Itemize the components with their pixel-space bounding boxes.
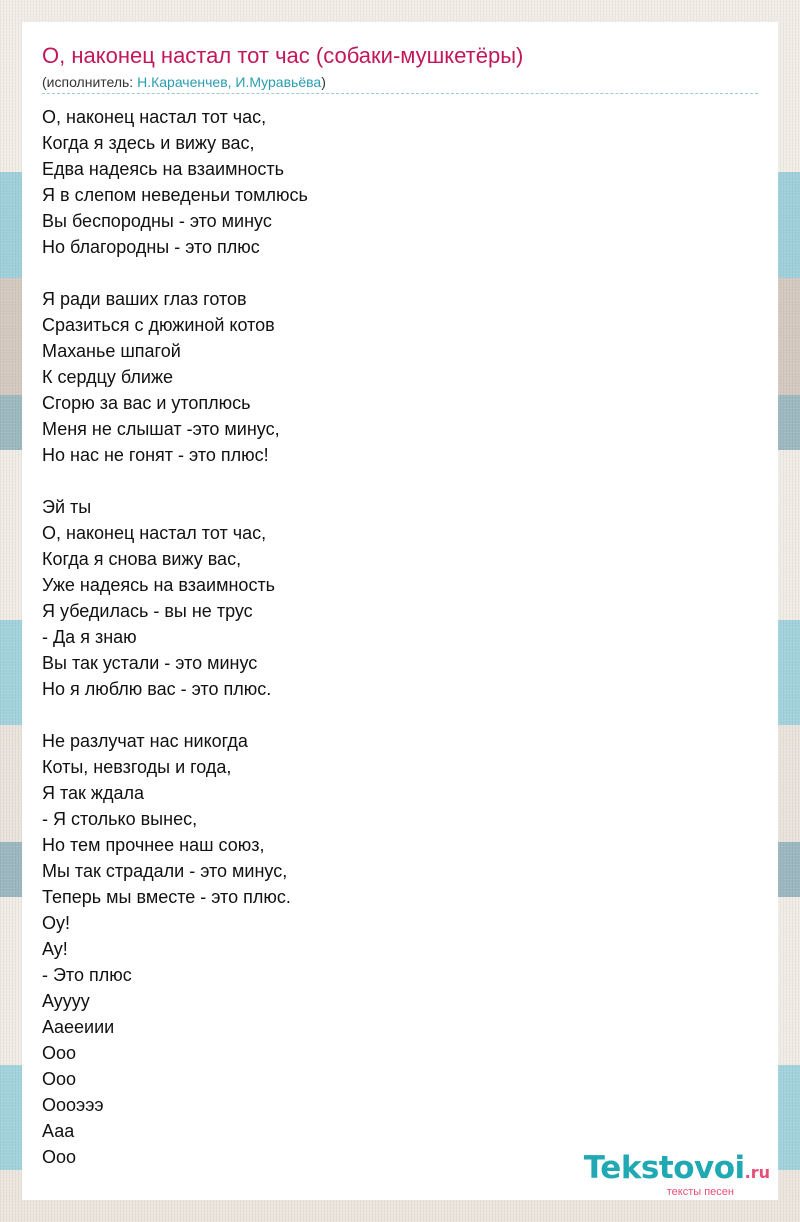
- performer-line: [42, 73, 326, 91]
- lyric-line: Оооэээ: [42, 1095, 104, 1115]
- logo-brand-name: Tekstovoi: [583, 1150, 745, 1186]
- performer-link[interactable]: Н.Караченчев, И.Муравьёва: [137, 74, 322, 90]
- lyric-line: Сгорю за вас и утоплюсь: [42, 393, 251, 413]
- logo-brand: [584, 1151, 770, 1190]
- lyric-line: Коты, невзгоды и года,: [42, 757, 232, 777]
- lyric-line: Вы беспородны - это минус: [42, 211, 272, 231]
- stanza-gap: [42, 468, 742, 494]
- performer-prefix: (исполнитель:: [42, 74, 138, 90]
- stanza-gap: [42, 260, 742, 286]
- lyric-line: Мы так страдали - это минус,: [42, 861, 288, 881]
- lyric-line: Я убедилась - вы не трус: [42, 601, 253, 621]
- lyric-line: Но тем прочнее наш союз,: [42, 835, 265, 855]
- title-divider: [42, 93, 758, 94]
- lyric-line: Я ради ваших глаз готов: [42, 289, 247, 309]
- song-title: О, наконец настал тот час (собаки-мушкетёры): [42, 43, 524, 68]
- lyric-line: Но благородны - это плюс: [42, 237, 260, 257]
- lyric-line: Теперь мы вместе - это плюс.: [42, 887, 291, 907]
- lyric-line: Вы так устали - это минус: [42, 653, 258, 673]
- lyric-line: Ооо: [42, 1043, 77, 1063]
- lyric-line: Маханье шпагой: [42, 341, 181, 361]
- lyric-line: О, наконец настал тот час,: [42, 523, 267, 543]
- lyric-line: Ааа: [42, 1121, 75, 1141]
- lyric-line: К сердцу ближе: [42, 367, 174, 387]
- site-logo[interactable]: [584, 1151, 770, 1198]
- logo-tagline: тексты песен: [666, 1186, 734, 1198]
- lyric-line: - Это плюс: [42, 965, 132, 985]
- lyric-line: Ооо: [42, 1147, 77, 1167]
- lyric-line: Эй ты: [42, 497, 92, 517]
- lyric-line: Когда я здесь и вижу вас,: [42, 133, 255, 153]
- lyric-line: Ооо: [42, 1069, 77, 1089]
- lyric-line: О, наконец настал тот час,: [42, 107, 267, 127]
- lyric-line: Едва надеясь на взаимность: [42, 159, 285, 179]
- lyric-line: Сразиться с дюжиной котов: [42, 315, 275, 335]
- lyrics-card: [22, 22, 778, 1200]
- lyrics-text: [42, 104, 742, 1170]
- lyric-line: Оу!: [42, 913, 71, 933]
- lyric-line: Но нас не гонят - это плюс!: [42, 445, 269, 465]
- lyric-line: - Да я знаю: [42, 627, 137, 647]
- lyric-line: Когда я снова вижу вас,: [42, 549, 242, 569]
- lyric-line: Не разлучат нас никогда: [42, 731, 248, 751]
- lyric-line: Уже надеясь на взаимность: [42, 575, 276, 595]
- lyric-line: Я так ждала: [42, 783, 144, 803]
- lyric-line: Ау!: [42, 939, 68, 959]
- stanza-gap: [42, 702, 742, 728]
- lyric-line: Меня не слышат -это минус,: [42, 419, 280, 439]
- lyric-line: Ауууу: [42, 991, 90, 1011]
- lyric-line: Но я люблю вас - это плюс.: [42, 679, 272, 699]
- performer-suffix: ): [321, 74, 326, 90]
- logo-tld: .ru: [744, 1163, 770, 1182]
- lyric-line: - Я столько вынес,: [42, 809, 198, 829]
- lyric-line: Аaееиии: [42, 1017, 115, 1037]
- lyric-line: Я в слепом неведеньи томлюсь: [42, 185, 308, 205]
